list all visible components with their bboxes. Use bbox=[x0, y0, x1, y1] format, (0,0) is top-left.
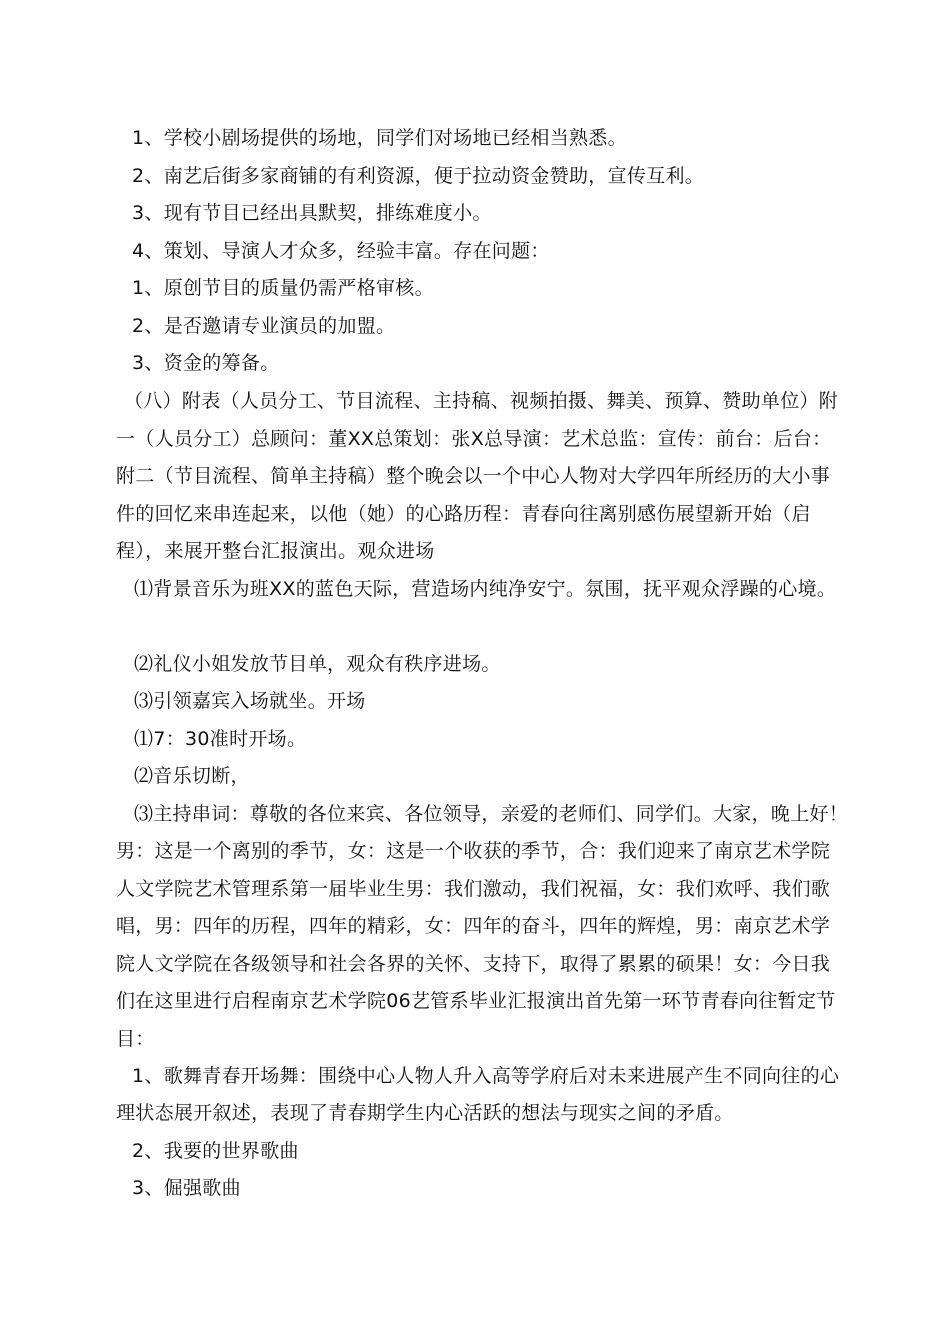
paragraph-line: 唱，男：四年的历程，四年的精彩，女：四年的奋斗，四年的辉煌，男：南京艺术学 bbox=[116, 915, 831, 937]
paragraph-line: 件的回忆来串连起来，以他（她）的心路历程：青春向往离别感伤展望新开始（启 bbox=[116, 503, 811, 525]
paragraph-line: 3、现有节目已经出具默契，排练难度小。 bbox=[132, 202, 492, 224]
paragraph-line: 2、我要的世界歌曲 bbox=[132, 1140, 299, 1162]
paragraph-line: 们在这里进行启程南京艺术学院06艺管系毕业汇报演出首先第一环节青春向往暂定节 bbox=[116, 990, 836, 1012]
paragraph-line: 1、原创节目的质量仍需严格审核。 bbox=[132, 277, 434, 299]
paragraph-line: 1、学校小剧场提供的场地，同学们对场地已经相当熟悉。 bbox=[132, 127, 627, 149]
paragraph-line: 3、倔强歌曲 bbox=[132, 1177, 241, 1199]
paragraph-line: 男：这是一个离别的季节，女：这是一个收获的季节，合：我们迎来了南京艺术学院 bbox=[116, 840, 831, 862]
paragraph-line: 一（人员分工）总顾问：董XX总策划：张X总导演：艺术总监：宣传：前台：后台： bbox=[116, 428, 832, 450]
paragraph-line: 3、资金的筹备。 bbox=[132, 352, 280, 374]
paragraph-line: ⑴7：30准时开场。 bbox=[134, 728, 307, 750]
paragraph-line: ⑴背景音乐为班XX的蓝色天际，营造场内纯净安宁。氛围，抚平观众浮躁的心境。 bbox=[134, 578, 837, 600]
paragraph-line: ⑶引领嘉宾入场就坐。开场 bbox=[134, 690, 366, 712]
paragraph-line: ⑵音乐切断， bbox=[134, 765, 250, 787]
paragraph-line: 1、歌舞青春开场舞：围绕中心人物人升入高等学府后对未来进展产生不同向往的心 bbox=[132, 1065, 840, 1087]
paragraph-line: ⑵礼仪小姐发放节目单，观众有秩序进场。 bbox=[134, 653, 501, 675]
paragraph-line: （八）附表（人员分工、节目流程、主持稿、视频拍摄、舞美、预算、赞助单位）附 bbox=[124, 390, 839, 412]
paragraph-line: 人文学院艺术管理系第一届毕业生男：我们激动，我们祝福，女：我们欢呼、我们歌 bbox=[116, 878, 831, 900]
paragraph-line: 4、策划、导演人才众多，经验丰富。存在问题： bbox=[132, 240, 550, 262]
paragraph-line: ⑶主持串词：尊敬的各位来宾、各位领导，亲爱的老师们、同学们。大家，晚上好！ bbox=[134, 803, 849, 825]
paragraph-line: 理状态展开叙述，表现了青春期学生内心活跃的想法与现实之间的矛盾。 bbox=[116, 1102, 734, 1124]
paragraph-line: 附二（节目流程、简单主持稿）整个晚会以一个中心人物对大学四年所经历的大小事 bbox=[116, 465, 831, 487]
paragraph-line: 2、是否邀请专业演员的加盟。 bbox=[132, 315, 396, 337]
paragraph-line: 2、南艺后街多家商铺的有利资源，便于拉动资金赞助，宣传互利。 bbox=[132, 165, 705, 187]
paragraph-line: 目： bbox=[116, 1028, 155, 1050]
paragraph-line: 院人文学院在各级领导和社会各界的关怀、支持下，取得了累累的硕果！女：今日我 bbox=[116, 953, 831, 975]
paragraph-line: 程），来展开整台汇报演出。观众进场 bbox=[116, 540, 435, 562]
